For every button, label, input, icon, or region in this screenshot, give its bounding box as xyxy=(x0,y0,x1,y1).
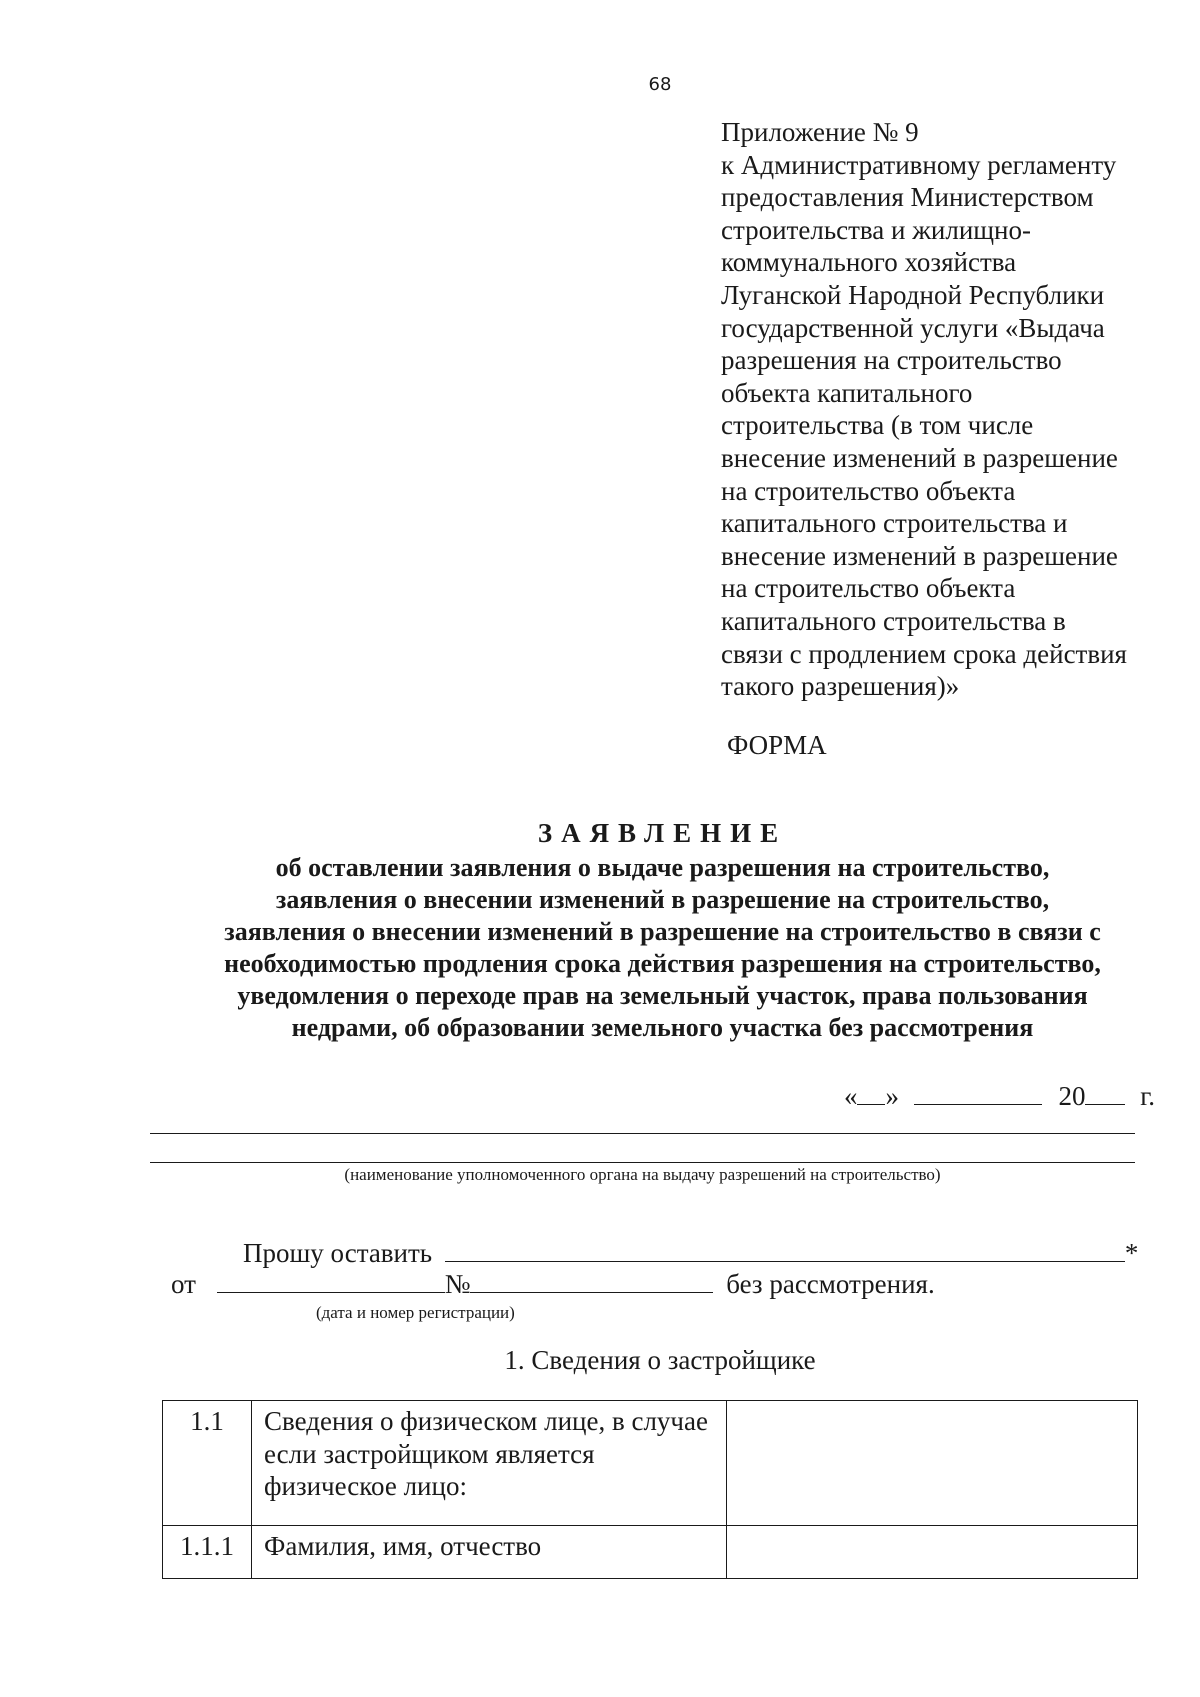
request-line xyxy=(243,1237,1138,1269)
form-label: ФОРМА xyxy=(727,730,827,760)
row-number: 1.1.1 xyxy=(163,1526,252,1579)
day-field[interactable] xyxy=(857,1080,885,1105)
appendix-line: на строительство объекта xyxy=(721,475,1016,506)
appendix-line: связи с продлением срока действия xyxy=(721,638,1127,669)
authority-field-line-1[interactable] xyxy=(150,1133,1135,1134)
registration-line xyxy=(171,1268,935,1300)
document-subtitle xyxy=(160,852,1165,1044)
appendix-line: такого разрешения)» xyxy=(721,671,960,702)
appendix-line: капитального строительства и xyxy=(721,508,1068,539)
appendix-line: разрешения на строительство xyxy=(721,345,1062,376)
row-number: 1.1 xyxy=(163,1401,252,1526)
appendix-line: предоставления Министерством xyxy=(721,182,1094,213)
date-open-quote: « xyxy=(843,1081,858,1111)
appendix-header xyxy=(721,116,1161,703)
appendix-line: внесение изменений в разрешение xyxy=(721,442,1118,473)
request-subject-field[interactable] xyxy=(445,1237,1125,1262)
appendix-line: капитального строительства в xyxy=(721,605,1066,636)
year-prefix: 20 xyxy=(1058,1081,1086,1111)
request-suffix: без рассмотрения. xyxy=(726,1269,935,1299)
subtitle-line: необходимостью продления срока действия разрешения на строительство, xyxy=(224,949,1101,978)
document-title: ЗАЯВЛЕНИЕ xyxy=(537,818,788,848)
row-value-cell[interactable] xyxy=(727,1401,1138,1526)
page-number: 68 xyxy=(648,74,672,95)
table-row xyxy=(163,1526,1138,1579)
appendix-line: к Административному регламенту xyxy=(721,149,1117,180)
year-suffix: г. xyxy=(1140,1081,1155,1111)
appendix-line: внесение изменений в разрешение xyxy=(721,540,1118,571)
subtitle-line: недрами, об образовании земельного участка без рассмотрения xyxy=(291,1013,1034,1042)
appendix-line: на строительство объекта xyxy=(721,573,1016,604)
row-value-cell[interactable] xyxy=(727,1526,1138,1579)
section-heading: 1. Сведения о застройщике xyxy=(504,1345,816,1375)
registration-date-field[interactable] xyxy=(217,1268,445,1293)
month-field[interactable] xyxy=(914,1080,1042,1105)
appendix-line: государственной услуги «Выдача xyxy=(721,312,1105,343)
date-line xyxy=(844,1080,1155,1112)
request-prefix: Прошу оставить xyxy=(243,1238,433,1268)
subtitle-line: заявления о внесении изменений в разрешение на строительство в связи с xyxy=(224,917,1101,946)
subtitle-line: уведомления о переходе прав на земельный участок, права пользования xyxy=(237,981,1088,1010)
subtitle-line: заявления о внесении изменений в разрешение на строительство, xyxy=(275,885,1050,914)
table-row xyxy=(163,1401,1138,1526)
registration-caption: (дата и номер регистрации) xyxy=(316,1303,515,1322)
appendix-line: коммунального хозяйства xyxy=(721,247,1017,278)
year-field[interactable] xyxy=(1085,1080,1125,1105)
number-sign: № xyxy=(444,1269,471,1299)
row-label: Фамилия, имя, отчество xyxy=(252,1526,727,1579)
appendix-line: Приложение № 9 xyxy=(721,117,919,147)
row-label: Сведения о физическом лице, в случае если застройщиком является физическое лицо: xyxy=(252,1401,727,1526)
appendix-line: строительства и жилищно- xyxy=(721,214,1031,245)
appendix-line: Луганской Народной Республики xyxy=(721,279,1105,310)
registration-number-field[interactable] xyxy=(470,1268,713,1293)
subtitle-line: об оставлении заявления о выдаче разрешения на строительство, xyxy=(275,853,1050,882)
from-label: от xyxy=(171,1269,196,1299)
date-close-quote: » xyxy=(885,1081,899,1111)
request-asterisk: * xyxy=(1124,1238,1139,1268)
developer-info-table xyxy=(162,1400,1138,1579)
appendix-line: строительства (в том числе xyxy=(721,410,1034,441)
authority-field-line-2[interactable] xyxy=(150,1162,1135,1163)
authority-caption: (наименование уполномоченного органа на выдачу разрешений на строительство) xyxy=(344,1165,941,1184)
appendix-line: объекта капитального xyxy=(721,377,973,408)
